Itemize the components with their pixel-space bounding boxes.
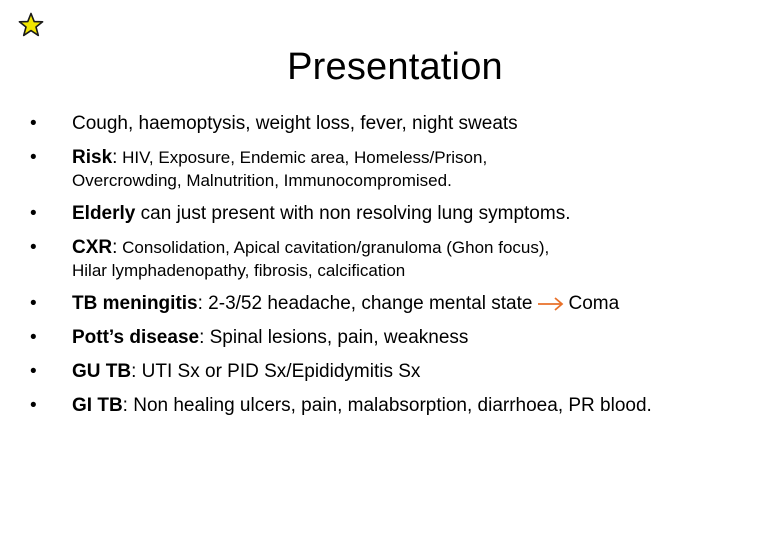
bullet-item-potts-disease [30, 326, 770, 350]
bullet-text-continued: Hilar lymphadenopathy, fibrosis, calcification [72, 261, 406, 280]
bullet-term: Risk [72, 147, 113, 168]
bullet-sep: : [197, 293, 203, 314]
bullet-text: Consolidation, Apical cavitation/granuloma (Ghon focus), [117, 238, 550, 257]
bullet-text: HIV, Exposure, Endemic area, Homeless/Prison, [117, 148, 488, 167]
bullet-item-cxr [30, 236, 770, 282]
bullet-term: GI TB [72, 395, 123, 416]
bullet-list [30, 112, 770, 428]
bullet-dot: • [30, 395, 37, 416]
bullet-item-symptoms [30, 112, 770, 136]
bullet-term: CXR [72, 237, 113, 258]
bullet-term: GU TB [72, 361, 132, 382]
bullet-sep: : [112, 147, 118, 168]
right-arrow-icon [536, 296, 566, 312]
bullet-text: Spinal lesions, pain, weakness [204, 327, 469, 348]
bullet-item-tb-meningitis [30, 292, 770, 316]
bullet-item-risk [30, 146, 770, 192]
bullet-sep: : [122, 395, 128, 416]
bullet-text: Non healing ulcers, pain, malabsorption, diarrhoea, PR blood. [127, 395, 652, 416]
bullet-term: TB meningitis [72, 293, 198, 314]
bullet-text: can just present with non resolving lung symptoms. [135, 203, 571, 224]
bullet-sep: : [112, 237, 118, 258]
bullet-dot: • [30, 203, 37, 224]
bullet-dot: • [30, 237, 37, 258]
bullet-text: UTI Sx or PID Sx/Epididymitis Sx [136, 361, 421, 382]
bullet-dot: • [30, 361, 37, 382]
bullet-dot: • [30, 293, 37, 314]
bullet-term: Pott’s disease [72, 327, 200, 348]
bullet-term: Elderly [72, 203, 136, 224]
bullet-text: 2-3/52 headache, change mental state [202, 293, 533, 314]
bullet-item-gu-tb [30, 360, 770, 384]
bullet-sep: : [199, 327, 205, 348]
bullet-text-continued: Overcrowding, Malnutrition, Immunocompromised. [72, 171, 452, 190]
bullet-text: Cough, haemoptysis, weight loss, fever, night sweats [72, 113, 518, 134]
bullet-dot: • [30, 113, 37, 134]
slide-title: Presentation [287, 46, 503, 88]
bullet-item-gi-tb [30, 394, 770, 418]
bullet-sep: : [131, 361, 137, 382]
star-icon [18, 12, 44, 38]
bullet-text-after-arrow: Coma [568, 293, 620, 314]
bullet-dot: • [30, 327, 37, 348]
bullet-dot: • [30, 147, 37, 168]
bullet-item-elderly [30, 202, 770, 226]
